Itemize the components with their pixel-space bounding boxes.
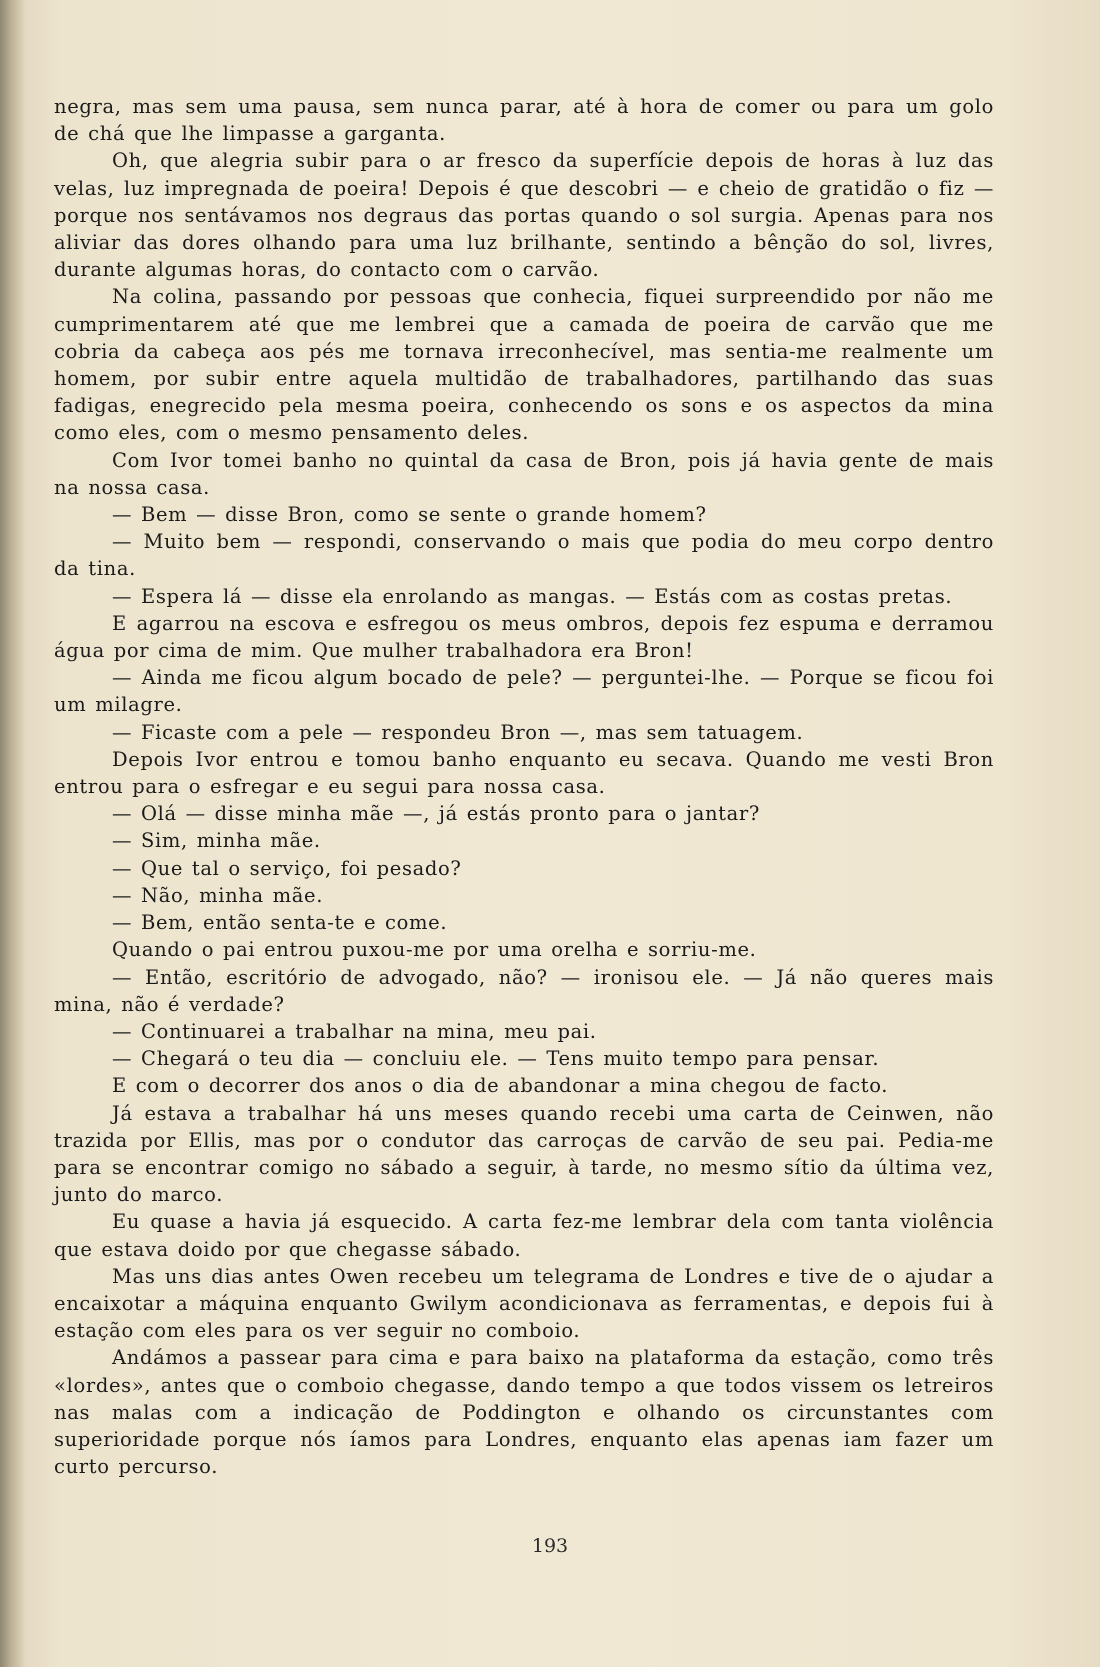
paragraph: — Muito bem — respondi, conservando o mais que podia do meu corpo dentro da tina. bbox=[54, 530, 994, 581]
paragraph: — Espera lá — disse ela enrolando as mangas. — Estás com as costas pretas. bbox=[112, 584, 953, 608]
paragraph: Com Ivor tomei banho no quintal da casa de Bron, pois já havia gente de mais na nossa casa. bbox=[54, 448, 994, 499]
paragraph: — Chegará o teu dia — concluiu ele. — Tens muito tempo para pensar. bbox=[112, 1047, 880, 1071]
paragraph: Na colina, passando por pessoas que conhecia, fiquei surpreendido por não me cumprimentarem até que me lembrei que a camada de poeira de carvão que me cobria da cabeça aos pés me tornava irreconhecível, mas sentia-me realmente um homem, por subir entre aquela multidão de trabalhadores, partilhando das suas fadigas, enegrecido pela mesma poeira, conhecendo os sons e os aspectos da mina como eles, com o mesmo pensamento deles. bbox=[54, 285, 994, 445]
paragraph: Andámos a passear para cima e para baixo na plataforma da estação, como três «lordes», antes que o comboio chegasse, dando tempo a que todos vissem os letreiros nas malas com a indicação de Poddington e olhando os circunstantes com superioridade porque nós íamos para Londres, enquanto elas apenas iam fazer um curto percurso. bbox=[54, 1346, 994, 1479]
paragraph: — Bem, então senta-te e come. bbox=[112, 911, 448, 935]
paragraph: Já estava a trabalhar há uns meses quando recebi uma carta de Ceinwen, não trazida por Ellis, mas por o condutor das carroças de carvão de seu pai. Pedia-me para se encontrar comigo no sábado a seguir, à tarde, no mesmo sítio da última vez, junto do marco. bbox=[54, 1101, 994, 1207]
paragraph: E agarrou na escova e esfregou os meus ombros, depois fez espuma e derramou água por cima de mim. Que mulher trabalhadora era Bron! bbox=[54, 611, 994, 663]
body-text bbox=[54, 93, 994, 1480]
paragraph: — Ficaste com a pele — respondeu Bron —, mas sem tatuagem. bbox=[112, 720, 804, 744]
paragraph: — Então, escritório de advogado, não? — ironisou ele. — Já não queres mais mina, não é verdade? bbox=[54, 965, 994, 1016]
paragraph: — Olá — disse minha mãe —, já estás pronto para o jantar? bbox=[112, 802, 761, 826]
paragraph: — Continuarei a trabalhar na mina, meu pai. bbox=[112, 1019, 597, 1043]
paragraph: — Ainda me ficou algum bocado de pele? — perguntei-lhe. — Porque se ficou foi um milagre. bbox=[54, 666, 994, 717]
paragraph: — Bem — disse Bron, como se sente o grande homem? bbox=[112, 503, 707, 527]
paragraph: E com o decorrer dos anos o dia de abandonar a mina chegou de facto. bbox=[112, 1074, 889, 1098]
page-number: 193 bbox=[531, 1535, 569, 1557]
paragraph: Eu quase a havia já esquecido. A carta fez-me lembrar dela com tanta violência que estava doido por que chegasse sábado. bbox=[54, 1210, 994, 1261]
paragraph: Depois Ivor entrou e tomou banho enquanto eu secava. Quando me vesti Bron entrou para o esfregar e eu segui para nossa casa. bbox=[54, 747, 994, 799]
paragraph: — Que tal o serviço, foi pesado? bbox=[112, 856, 462, 880]
paragraph: negra, mas sem uma pausa, sem nunca parar, até à hora de comer ou para um golo de chá que lhe limpasse a garganta. bbox=[54, 95, 994, 146]
paragraph: Quando o pai entrou puxou-me por uma orelha e sorriu-me. bbox=[112, 938, 757, 962]
paragraph: — Sim, minha mãe. bbox=[112, 829, 321, 853]
paragraph: Mas uns dias antes Owen recebeu um telegrama de Londres e tive de o ajudar a encaixotar a máquina enquanto Gwilym acondicionava as ferramentas, e depois fui à estação com eles para os ver seguir no comboio. bbox=[54, 1264, 994, 1343]
paragraph: — Não, minha mãe. bbox=[112, 883, 324, 907]
paragraph: Oh, que alegria subir para o ar fresco da superfície depois de horas à luz das velas, luz impregnada de poeira! Depois é que descobri — e cheio de gratidão o fiz — porque nos sentávamos nos degraus das portas quando o sol surgia. Apenas para nos aliviar das dores olhando para uma luz brilhante, sentindo a bênção do sol, livres, durante algumas horas, do contacto com o carvão. bbox=[54, 149, 994, 282]
